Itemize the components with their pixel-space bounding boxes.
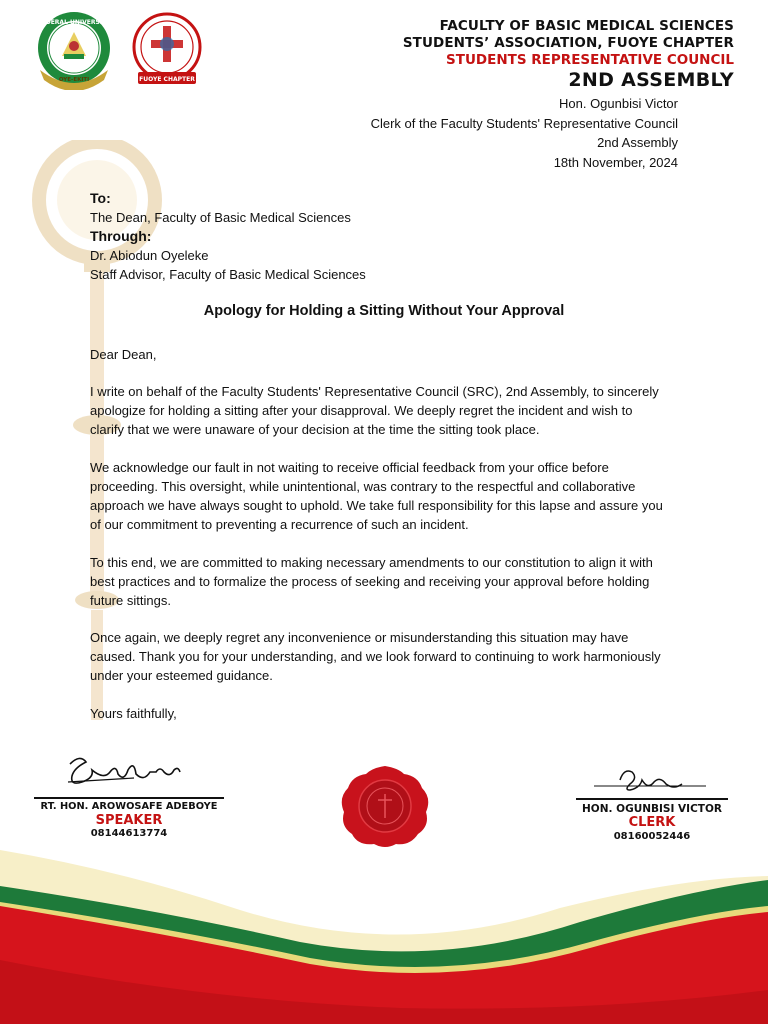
sender-title: Clerk of the Faculty Students' Representative Council [370,115,678,131]
clerk-role: CLERK [628,815,676,830]
sender-assembly: 2nd Assembly [597,135,678,150]
footer-wave-decoration [0,850,768,1024]
chapter-label-text: FUOYE CHAPTER [139,76,195,83]
letterhead [403,18,734,91]
university-name-text: FEDERAL UNIVERSITY [37,19,111,26]
speaker-name: RT. HON. AROWOSAFE ADEBOYE [40,801,218,812]
association-name: STUDENTS’ ASSOCIATION, FUOYE CHAPTER [402,35,734,51]
through-title: Staff Advisor, Faculty of Basic Medical Sciences [90,267,366,282]
council-name: STUDENTS REPRESENTATIVE COUNCIL [446,52,734,68]
sender-name: Hon. Ogunbisi Victor [559,96,678,111]
fbmssa-chapter-logo [124,12,210,88]
recipient-block: To: The Dean, Faculty of Basic Medical Sciences Through: Dr. Abiodun Oyeleke Staff Advisor, Faculty of Basic Medical Sciences [90,189,670,284]
salutation: Dear Dean, [90,347,157,362]
assembly-name: 2ND ASSEMBLY [568,69,734,91]
paragraph-2: We acknowledge our fault in not waiting to receive official feedback from your office before proceeding. This oversight, while unintentional, was contrary to the respectful and collaborative approach we have always sought to uphold. We take full responsibility for this lapse and assure you of our commitment to preventing a recurrence of such an incident. [90,460,663,532]
speaker-signature [64,752,184,794]
federal-university-logo [34,10,114,90]
clerk-phone: 08160052446 [613,831,691,842]
university-location-text: OYE-EKITI [58,77,90,83]
speaker-phone: 08144613774 [90,828,168,839]
clerk-signature [590,762,710,798]
paragraph-4: Once again, we deeply regret any inconvenience or misunderstanding this situation may have caused. Thank you for your understanding, and we look forward to continuing to work harmoniously under your esteemed guidance. [90,630,661,683]
faculty-name: FACULTY OF BASIC MEDICAL SCIENCES [439,18,734,34]
to-label: To [90,190,107,206]
letter-date: 18th November, 2024 [553,154,678,170]
to-line: The Dean, Faculty of Basic Medical Sciences [90,210,351,225]
letter-subject: Apology for Holding a Sitting Without Your Approval [203,303,565,319]
clerk-signature-line [576,798,728,800]
paragraph-3: To this end, we are committed to making necessary amendments to our constitution to align it with best practices and to formalize the process of seeking and receiving your approval before holding future sittings. [90,555,653,608]
wax-seal [338,764,432,848]
through-name: Dr. Abiodun Oyeleke [90,248,209,263]
sender-block [371,94,678,172]
speaker-signature-line [34,797,224,799]
through-label: Through [90,228,147,244]
clerk-name: HON. OGUNBISI VICTOR [582,803,722,815]
closing: Yours faithfully, [90,706,177,721]
paragraph-1: I write on behalf of the Faculty Students' Representative Council (SRC), 2nd Assembly, to sincerely apologize for holding a sitting after your disapproval. We deeply regret the incident and wish to clarify that we were unaware of your decision at the time the sitting took place. [90,384,659,437]
speaker-role: SPEAKER [95,813,163,828]
